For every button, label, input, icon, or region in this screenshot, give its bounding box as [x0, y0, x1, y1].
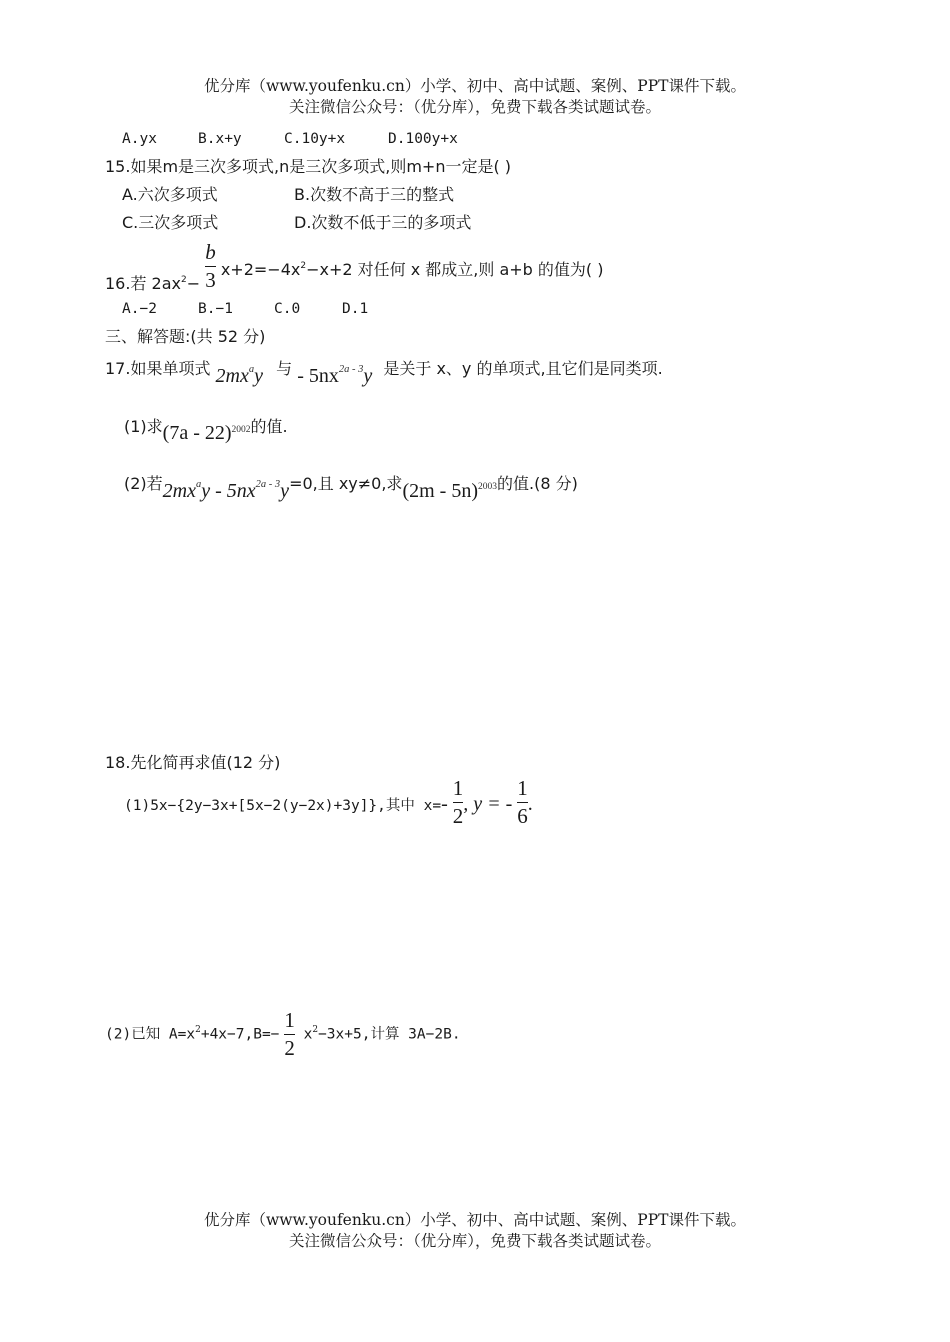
q17-exp-a: a: [248, 364, 255, 375]
footer-line-1: 优分库（www.youfenku.cn）小学、初中、高中试题、案例、PPT课件下载。: [203, 1211, 747, 1229]
q16-mid: x+2=−4x: [220, 260, 301, 280]
q17-p2-a: a: [196, 479, 202, 490]
q18-p2-x: x: [294, 1026, 313, 1043]
q17-tail: 是关于 x、y 的单项式,且它们是同类项.: [383, 359, 663, 378]
q17-term2: - 5nx: [297, 365, 339, 387]
q14-option-b: B.x+y: [198, 131, 242, 147]
q17-y2: y: [363, 365, 373, 387]
q18-p2-sq2: 2: [312, 1024, 319, 1035]
q15-option-c: C.三次多项式: [122, 213, 219, 232]
header-line-2: 关注微信公众号：（优分库），免费下载各类试题试卷。: [288, 98, 661, 116]
q18-p2-fraction: [284, 1009, 295, 1060]
q17-p2-exp: 2a - 3: [255, 479, 281, 490]
q16-fraction: [205, 241, 216, 292]
q18-y-num: 1: [517, 776, 528, 800]
q18-y-den: 6: [517, 804, 528, 829]
q17-p2-y: y: [280, 480, 290, 502]
q17-y1: y: [254, 365, 264, 387]
footer-line-2: 关注微信公众号：（优分库），免费下载各类试题试卷。: [288, 1232, 661, 1250]
q18-end: .: [527, 792, 533, 815]
q17-p2-mid: y - 5nx: [201, 480, 256, 502]
q17-exp2: 2a - 3: [338, 364, 364, 375]
q18-p2-sq1: 2: [195, 1024, 201, 1035]
q18-x-den: 2: [452, 804, 464, 829]
q17-p1-exp: 2002: [231, 425, 251, 435]
q14-option-c: C.10y+x: [284, 131, 346, 147]
q16-frac-den: 3: [205, 268, 216, 293]
q18-part2: [105, 1009, 461, 1060]
q18-p2-num: 1: [284, 1008, 295, 1032]
header-line-1: 优分库（www.youfenku.cn）小学、初中、高中试题、案例、PPT课件下载。: [203, 77, 747, 95]
q16-option-c: C.0: [274, 301, 301, 317]
q18-y-eq: , y = -: [463, 792, 513, 815]
q16-option-a: A.−2: [122, 301, 157, 317]
q17-p1-tail: 的值.: [250, 417, 288, 436]
q18-y-bar: [517, 802, 528, 803]
q14-option-d: D.100y+x: [388, 131, 458, 147]
q18-x-bar: [453, 802, 464, 803]
q18-p2-bar: [284, 1034, 295, 1035]
q17-term1: 2mx: [215, 365, 249, 387]
q14-option-a: A.yx: [122, 131, 157, 147]
q16-tail: −x+2 对任何 x 都成立,则 a+b 的值为( ): [306, 260, 604, 280]
q15-option-b: B.次数不高于三的整式: [294, 185, 455, 204]
q18-part1: [124, 777, 533, 828]
section-3-title: 三、解答题:(共 52 分): [105, 327, 266, 346]
q16-option-b: B.−1: [198, 301, 233, 317]
q17-p2-expr: 2mx: [162, 480, 196, 502]
q15-option-d: D.次数不低于三的多项式: [294, 213, 472, 232]
q17-p2-prefix: (2)若: [124, 474, 163, 493]
q18-p2-tail: −3x+5,计算 3A−2B.: [318, 1026, 461, 1043]
q18-title: 18.先化简再求值(12 分): [105, 753, 281, 772]
q18-p2-den: 2: [284, 1036, 295, 1061]
q16-square-2: 2: [300, 261, 307, 272]
q17-p1-prefix: (1)求: [124, 417, 163, 436]
q18-p1-expr: (1)5x−{2y−3x+[5x−2(y−2x)+3y]},其中 x=: [124, 797, 442, 814]
q18-p2-prefix: (2)已知 A=x: [105, 1026, 196, 1043]
q16-frac-bar: [205, 266, 216, 267]
q17-part1: [124, 416, 288, 444]
q17-prefix: 17.如果单项式: [105, 359, 211, 378]
q18-p2-mid: +4x−7,B=−: [200, 1026, 280, 1043]
q15-stem: 15.如果m是三次多项式,n是三次多项式,则m+n一定是( ): [105, 157, 512, 176]
q17-and: 与: [276, 359, 293, 378]
q16-stem: [105, 241, 603, 292]
q16-minus: −: [186, 274, 201, 294]
q15-option-a: A.六次多项式: [122, 185, 218, 204]
q18-x-fraction: [453, 777, 464, 828]
q18-y-fraction: [517, 777, 528, 828]
q17-part2: [124, 473, 578, 502]
q18-neg: -: [441, 792, 448, 815]
q16-square-1: 2: [181, 275, 187, 286]
q18-x-num: 1: [452, 776, 464, 800]
q17-stem: [105, 358, 663, 387]
q17-p2-exp2: 2003: [477, 482, 497, 492]
q16-frac-num: b: [205, 240, 216, 264]
q17-p2-cond: =0,且 xy≠0,求: [289, 474, 403, 493]
q17-p2-tail: 的值.(8 分): [496, 474, 578, 493]
q17-p1-expr: (7a - 22): [162, 422, 232, 444]
q17-p2-expr2: (2m - 5n): [402, 480, 478, 502]
q16-prefix: 16.若 2ax: [105, 274, 181, 294]
q16-option-d: D.1: [342, 301, 369, 317]
